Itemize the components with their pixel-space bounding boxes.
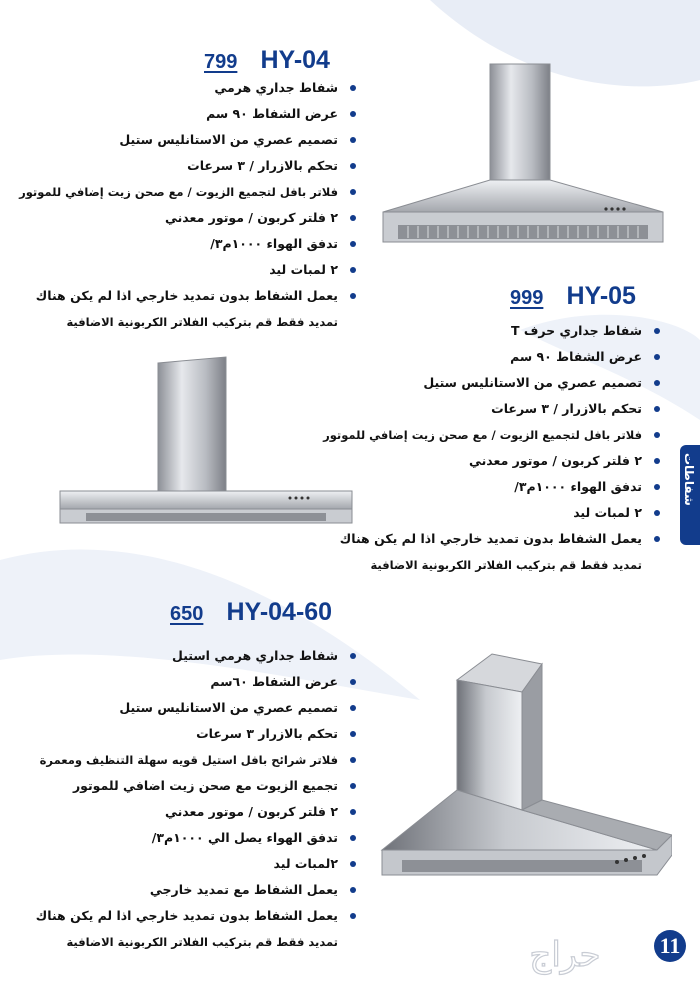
bullet-icon	[654, 380, 660, 386]
feature-item: عرض الشفاط ٩٠ سم	[19, 101, 356, 127]
bullet-icon	[654, 354, 660, 360]
feature-item: تصميم عصري من الاستانليس ستيل	[19, 127, 356, 153]
feature-item: يعمل الشفاط بدون تمديد خارجي اذا لم يكن هناك	[323, 526, 660, 552]
feature-item: تحكم بالازرار / ٣ سرعات	[19, 153, 356, 179]
bullet-icon	[350, 241, 356, 247]
feature-item: تدفق الهواء ١٠٠٠م٣/	[19, 231, 356, 257]
product-2-title	[510, 282, 636, 311]
product-1-model: HY-04	[260, 46, 330, 74]
bullet-icon	[350, 163, 356, 169]
product-3-title	[170, 598, 332, 627]
feature-item: تصميم عصري من الاستانليس ستيل	[36, 695, 356, 721]
feature-item: شفاط جداري هرمي	[19, 75, 356, 101]
bullet-icon	[350, 913, 356, 919]
product-1-features	[19, 75, 356, 335]
feature-item: شفاط جداري هرمي استيل	[36, 643, 356, 669]
bullet-icon	[654, 458, 660, 464]
product-3-price: 650	[170, 603, 204, 625]
bullet-icon	[654, 484, 660, 490]
bullet-icon	[350, 653, 356, 659]
bullet-icon	[350, 835, 356, 841]
feature-item: تدفق الهواء ١٠٠٠م٣/	[323, 474, 660, 500]
feature-item: تدفق الهواء يصل الي ١٠٠٠م٣/	[36, 825, 356, 851]
feature-item: تحكم بالازرار ٣ سرعات	[36, 721, 356, 747]
bullet-icon	[654, 432, 660, 438]
feature-item: تصميم عصري من الاستانليس ستيل	[323, 370, 660, 396]
product-2-model: HY-05	[566, 282, 636, 310]
bullet-icon	[350, 757, 356, 763]
watermark-text: حراج	[529, 935, 601, 975]
category-side-tab-label: شفاطات	[682, 453, 696, 506]
feature-item: ٢لمبات ليد	[36, 851, 356, 877]
feature-item: ٢ لمبات ليد	[323, 500, 660, 526]
product-1-title	[204, 46, 330, 75]
bullet-icon	[350, 783, 356, 789]
bullet-icon	[654, 510, 660, 516]
page-number: 11	[654, 930, 686, 962]
bullet-icon	[350, 215, 356, 221]
feature-continuation: تمديد فقط قم بتركيب الفلاتر الكربونية الاضافية	[370, 558, 642, 572]
feature-item: فلاتر شرائح بافل استيل قويه سهلة التنظيف ومعمرة	[36, 747, 356, 773]
feature-item: ٢ فلتر كربون / موتور معدني	[36, 799, 356, 825]
feature-item: شفاط جداري حرف T	[323, 318, 660, 344]
bullet-icon	[350, 731, 356, 737]
product-2-image	[56, 355, 356, 530]
feature-continuation: تمديد فقط قم بتركيب الفلاتر الكربونية الاضافية	[66, 315, 338, 329]
feature-item: عرض الشفاط ٦٠سم	[36, 669, 356, 695]
feature-item: فلاتر بافل لتجميع الزيوت / مع صحن زيت إضافي للموتور	[323, 422, 660, 448]
feature-item: ٢ لمبات ليد	[19, 257, 356, 283]
feature-item: يعمل الشفاط بدون تمديد خارجي اذا لم يكن هناك	[36, 903, 356, 929]
feature-item: يعمل الشفاط بدون تمديد خارجي اذا لم يكن هناك	[19, 283, 356, 309]
feature-item: ٢ فلتر كربون / موتور معدني	[323, 448, 660, 474]
bullet-icon	[350, 861, 356, 867]
bullet-icon	[654, 406, 660, 412]
bullet-icon	[350, 679, 356, 685]
feature-item: تجميع الزيوت مع صحن زيت اضافي للموتور	[36, 773, 356, 799]
haraj-watermark-logo	[480, 930, 650, 978]
feature-item: تحكم بالازرار / ٣ سرعات	[323, 396, 660, 422]
bullet-icon	[350, 111, 356, 117]
bullet-icon	[350, 137, 356, 143]
bullet-icon	[654, 328, 660, 334]
bullet-icon	[350, 809, 356, 815]
bullet-icon	[350, 705, 356, 711]
product-1-price: 799	[204, 51, 238, 73]
product-3-model: HY-04-60	[226, 598, 333, 626]
bullet-icon	[654, 536, 660, 542]
bullet-icon	[350, 189, 356, 195]
product-2-features	[323, 318, 660, 578]
feature-item: عرض الشفاط ٩٠ سم	[323, 344, 660, 370]
feature-item: يعمل الشفاط مع تمديد خارجي	[36, 877, 356, 903]
bullet-icon	[350, 267, 356, 273]
category-side-tab	[680, 445, 700, 545]
product-2-price: 999	[510, 287, 544, 309]
feature-item: فلاتر بافل لتجميع الزيوت / مع صحن زيت إضافي للموتور	[19, 179, 356, 205]
product-3-features	[36, 643, 356, 955]
feature-continuation: تمديد فقط قم بتركيب الفلاتر الكربونية الاضافية	[66, 935, 338, 949]
product-3-image	[372, 650, 672, 915]
bullet-icon	[350, 887, 356, 893]
bullet-icon	[350, 293, 356, 299]
bullet-icon	[350, 85, 356, 91]
feature-item: ٢ فلتر كربون / موتور معدني	[19, 205, 356, 231]
product-1-image	[378, 62, 668, 257]
